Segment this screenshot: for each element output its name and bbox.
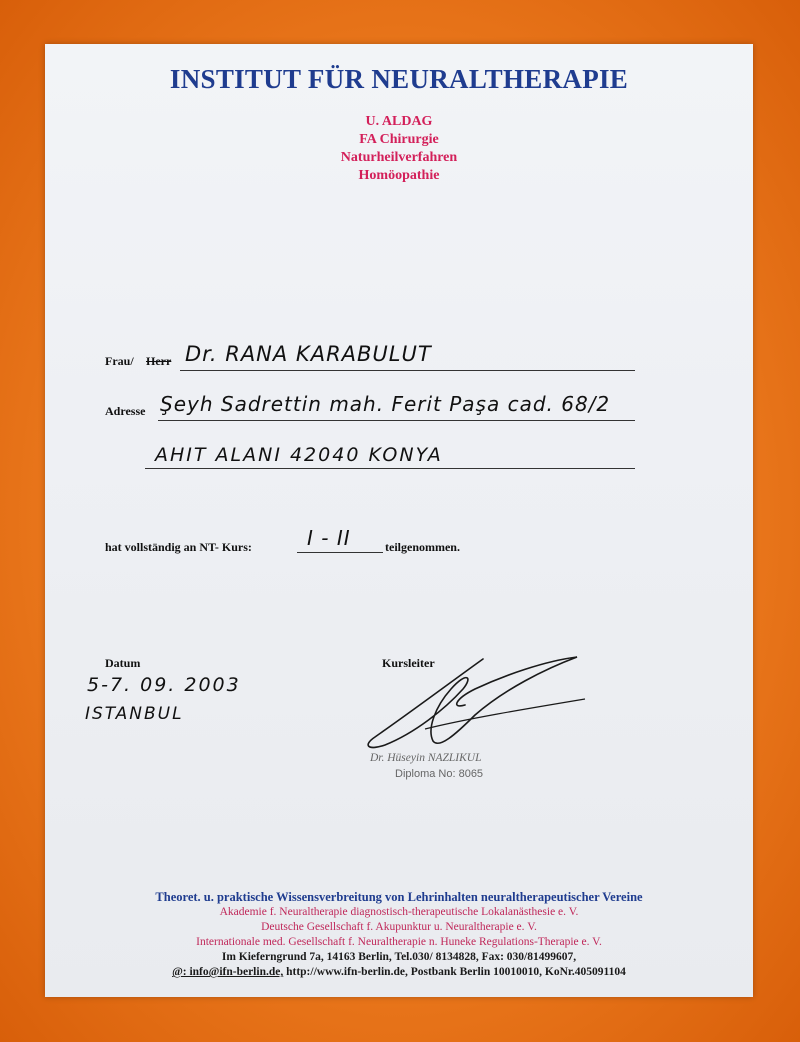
header-homeopathy: Homöopathie xyxy=(358,168,440,183)
address-line-2: AHIT ALANI 42040 KONYA xyxy=(155,444,443,466)
instructor-signature xyxy=(355,649,595,759)
kursleiter-label: Kursleiter xyxy=(382,656,435,670)
header-name: U. ALDAG xyxy=(365,114,433,129)
datum-label: Datum xyxy=(105,656,141,670)
footer-line-5: Im Kieferngrund 7a, 14163 Berlin, Tel.030/ 8134828, Fax: 030/81499607, xyxy=(221,951,577,963)
diploma-number: Diploma No: 8065 xyxy=(395,768,484,780)
footer-line-6 xyxy=(45,966,753,978)
herr-label: Herr xyxy=(146,354,172,368)
footer-contact: http://www.ifn-berlin.de, Postbank Berlin 10010010, KoNr.405091104 xyxy=(283,966,626,978)
header-specialty: FA Chirurgie xyxy=(359,132,439,147)
address-underline-2 xyxy=(145,468,635,469)
course-suffix: teilgenommen. xyxy=(385,540,460,554)
course-underline xyxy=(297,552,383,553)
address-label: Adresse xyxy=(105,404,146,418)
footer-line-3: Deutsche Gesellschaft f. Akupunktur u. Neuraltherapie e. V. xyxy=(261,921,537,933)
course-value: I - II xyxy=(307,526,351,550)
footer-line-4: Internationale med. Gesellschaft f. Neuraltherapie n. Huneke Regulations-Therapie e. V. xyxy=(196,936,602,948)
header-naturopathy: Naturheilverfahren xyxy=(340,150,458,165)
address-underline-1 xyxy=(158,420,635,421)
place-value: ISTANBUL xyxy=(85,704,184,724)
course-prefix: hat vollständig an NT- Kurs: xyxy=(105,540,252,554)
institute-title: INSTITUT FÜR NEURALTHERAPIE xyxy=(169,64,629,94)
footer-line-1: Theoret. u. praktische Wissensverbreitung von Lehrinhalten neuraltherapeutischer Vereine xyxy=(155,890,643,904)
footer-email-link[interactable]: @: info@ifn-berlin.de, xyxy=(172,966,284,978)
name-underline xyxy=(180,370,635,371)
certificate-paper xyxy=(45,44,753,997)
footer-line-2: Akademie f. Neuraltherapie diagnostisch-therapeutische Lokalanästhesie e. V. xyxy=(219,906,579,918)
date-value: 5-7. 09. 2003 xyxy=(87,674,241,696)
recipient-name: Dr. RANA KARABULUT xyxy=(185,342,432,366)
instructor-name: Dr. Hüseyin NAZLIKUL xyxy=(370,752,482,764)
frau-label: Frau/ xyxy=(105,354,134,368)
address-line-1: Şeyh Sadrettin mah. Ferit Paşa cad. 68/2 xyxy=(160,392,611,416)
